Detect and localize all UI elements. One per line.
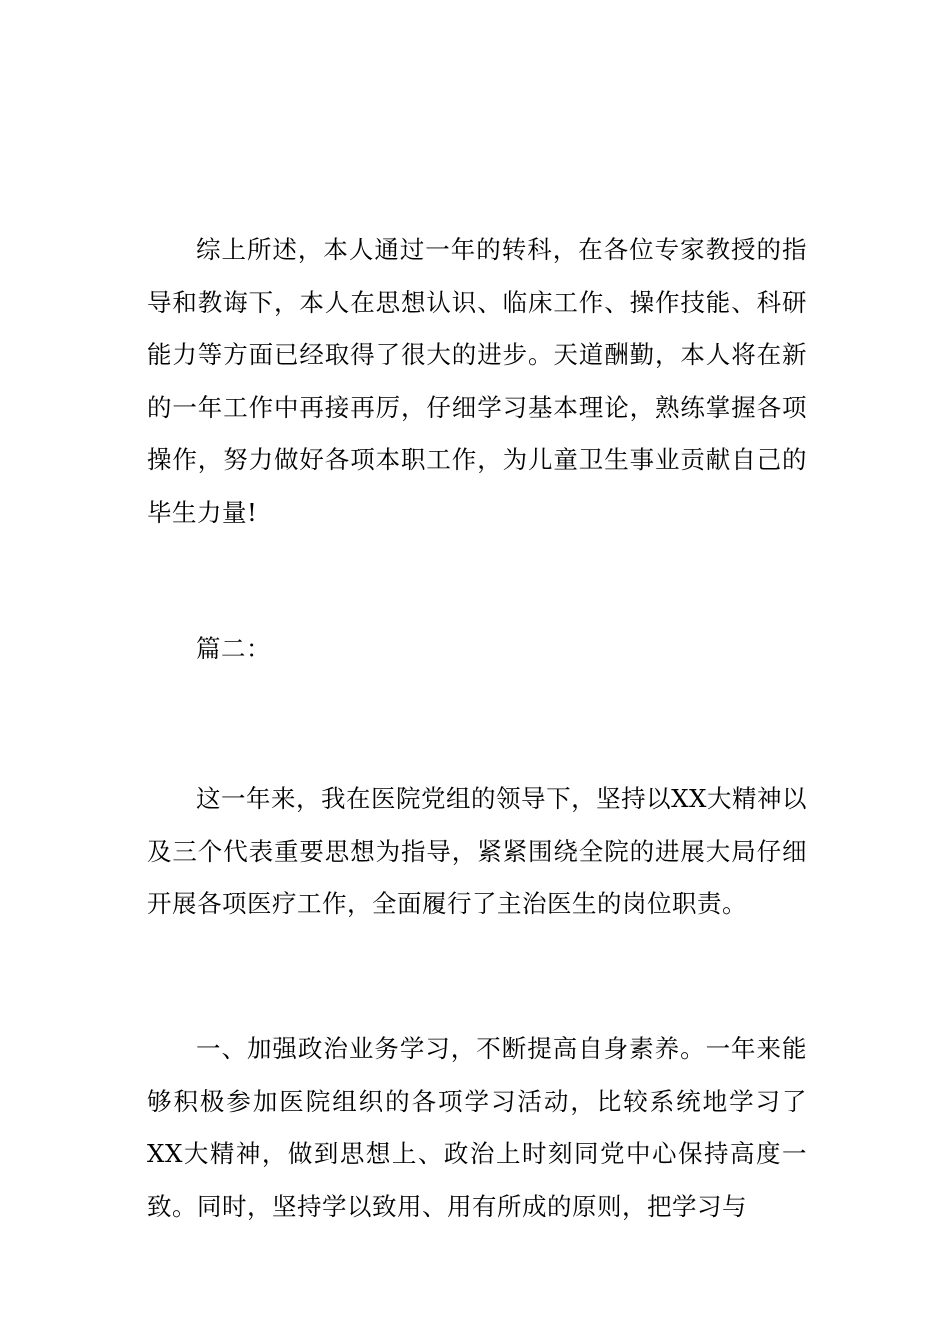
- paragraph-political-study: 一、加强政治业务学习，不断提高自身素养。一年来能够积极参加医院组织的各项学习活动，比较系统地学习了XX大精神，做到思想上、政治上时刻同党中心保持高度一致。同时，坚持学以致用、用有所成的原则，把学习与: [147, 1034, 807, 1221]
- paragraph-summary: 综上所述，本人通过一年的转科，在各位专家教授的指导和教诲下，本人在思想认识、临床工作、操作技能、科研能力等方面已经取得了很大的进步。天道酬勤，本人将在新的一年工作中再接再厉，仔细学习基本理论，熟练掌握各项操作，努力做好各项本职工作，为儿童卫生事业贡献自己的毕生力量!: [147, 235, 807, 527]
- paragraph-intro: 这一年来，我在医院党组的领导下，坚持以XX大精神以及三个代表重要思想为指导，紧紧围绕全院的进展大局仔细开展各项医疗工作，全面履行了主治医生的岗位职责。: [147, 784, 807, 918]
- section-heading: 篇二：: [196, 634, 271, 663]
